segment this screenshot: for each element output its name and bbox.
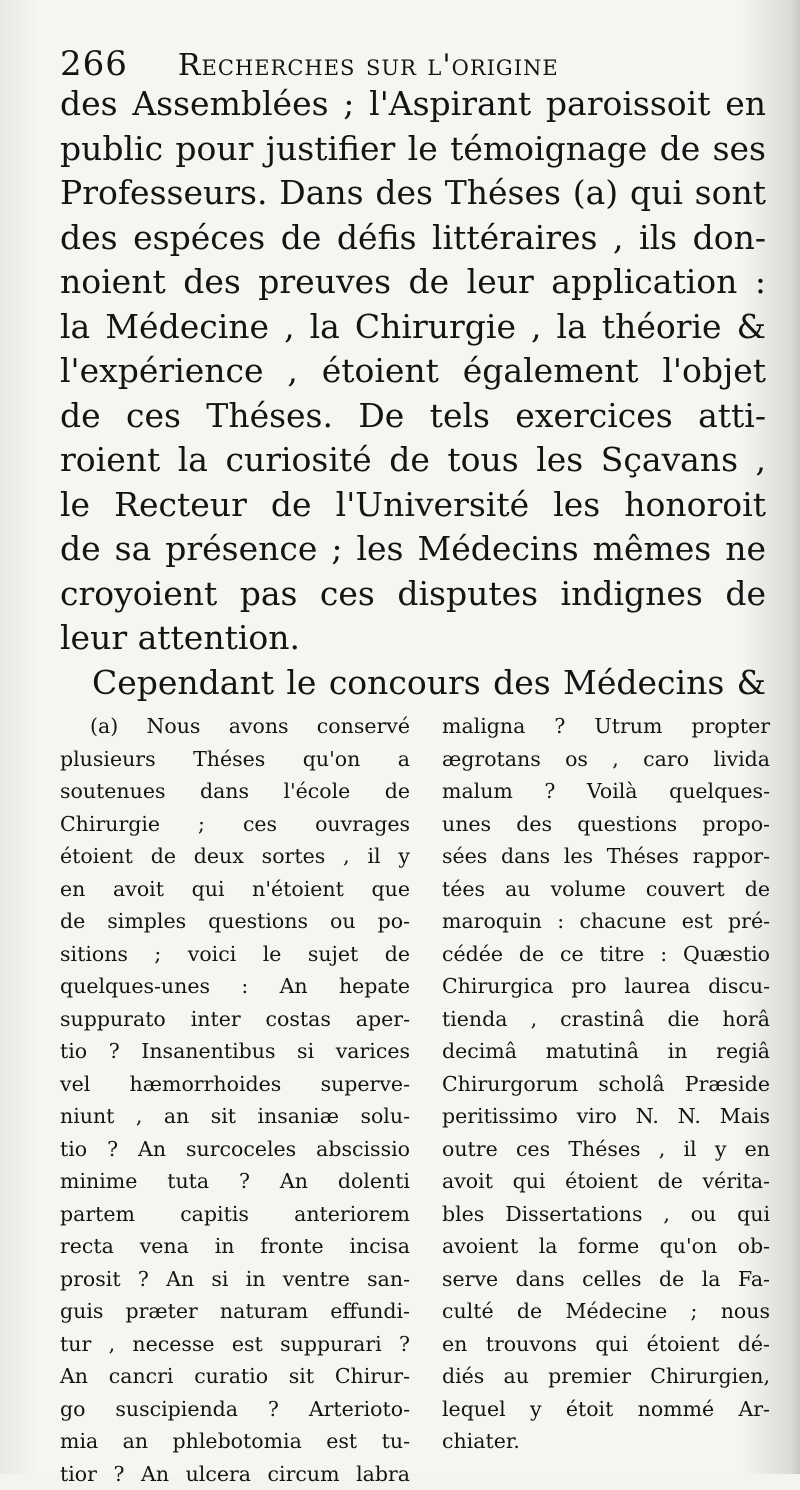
footnote-line: tées au volume couvert de [442,873,770,906]
footnote-line: tienda , crastinâ die horâ [442,1003,770,1036]
main-text-line: l'expérience , étoient également l'objet [60,349,766,394]
main-text-line: des espéces de défis littéraires , ils don- [60,216,766,261]
footnote-line: vel hæmorrhoides superve- [60,1068,410,1101]
footnote-line: plusieurs Théses qu'on a [60,743,410,776]
footnote-line: peritissimo viro N. N. Mais [442,1100,770,1133]
main-text-line: de sa présence ; les Médecins mêmes ne [60,527,766,572]
footnote-line: sées dans les Théses rappor- [442,840,770,873]
footnote-line: partem capitis anteriorem [60,1198,410,1231]
footnote-line: outre ces Théses , il y en [442,1133,770,1166]
footnote-line: tior ? An ulcera circum labra [60,1458,410,1490]
footnote-line: minime tuta ? An dolenti [60,1165,410,1198]
footnote-line: serve dans celles de la Fa- [442,1263,770,1296]
main-text-line: le Recteur de l'Université les honoroit [60,483,766,528]
main-text-line: public pour justifier le témoignage de ses [60,127,766,172]
main-text-line: de ces Théses. De tels exercices atti- [60,394,766,439]
footnote-line: lequel y étoit nommé Ar- [442,1393,770,1426]
main-text-line: Cependant le concours des Médecins & [60,661,766,706]
main-text-line: croyoient pas ces disputes indignes de [60,572,766,617]
footnote-line: ægrotans os , caro livida [442,743,770,776]
footnote-line: maligna ? Utrum propter [442,710,770,743]
main-text-line: des Assemblées ; l'Aspirant paroissoit en [60,82,766,127]
footnote-line: Chirurgica pro laurea discu- [442,970,770,1003]
footnote-line: An cancri curatio sit Chirur- [60,1360,410,1393]
footnote-line: maroquin : chacune est pré- [442,905,770,938]
footnote-line: go suscipienda ? Arterioto- [60,1393,410,1426]
main-text-line: roient la curiosité de tous les Sçavans , [60,438,766,483]
footnote-line: en trouvons qui étoient dé- [442,1328,770,1361]
footnote-line: tio ? Insanentibus si varices [60,1035,410,1068]
footnote-line: diés au premier Chirurgien, [442,1360,770,1393]
footnote-line: prosit ? An si in ventre san- [60,1263,410,1296]
footnote-line: mia an phlebotomia est tu- [60,1425,410,1458]
main-text [60,82,766,705]
footnote-line: sitions ; voici le sujet de [60,938,410,971]
footnote-line: niunt , an sit insaniæ solu- [60,1100,410,1133]
footnote [60,710,770,1430]
footnote-line: Chirurgorum scholâ Præside [442,1068,770,1101]
main-text-line: noient des preuves de leur application : [60,260,766,305]
footnote-line: (a) Nous avons conservé [60,710,410,743]
main-text-line: leur attention. [60,616,766,661]
footnote-line: malum ? Voilà quelques- [442,775,770,808]
main-text-line: la Médecine , la Chirurgie , la théorie & [60,305,766,350]
footnote-line: chiater. [442,1425,770,1458]
footnote-line: culté de Médecine ; nous [442,1295,770,1328]
footnote-line: tur , necesse est suppurari ? [60,1328,410,1361]
footnote-left-column [60,710,410,1430]
footnote-line: quelques-unes : An hepate [60,970,410,1003]
footnote-line: unes des questions propo- [442,808,770,841]
footnote-line: decimâ matutinâ in regiâ [442,1035,770,1068]
footnote-line: en avoit qui n'étoient que [60,873,410,906]
page-number: 266 [60,44,128,84]
main-text-line: Professeurs. Dans des Théses (a) qui sont [60,171,766,216]
footnote-line: Chirurgie ; ces ouvrages [60,808,410,841]
footnote-line: étoient de deux sortes , il y [60,840,410,873]
running-head: Recherches sur l'origine [178,48,559,83]
footnote-line: avoit qui étoient de vérita- [442,1165,770,1198]
footnote-line: bles Dissertations , ou qui [442,1198,770,1231]
footnote-right-column [442,710,770,1430]
footnote-line: suppurato inter costas aper- [60,1003,410,1036]
footnote-line: tio ? An surcoceles abscissio [60,1133,410,1166]
footnote-line: recta vena in fronte incisa [60,1230,410,1263]
footnote-line: guis præter naturam effundi- [60,1295,410,1328]
footnote-line: de simples questions ou po- [60,905,410,938]
footnote-line: avoient la forme qu'on ob- [442,1230,770,1263]
footnote-line: soutenues dans l'école de [60,775,410,808]
footnote-line: cédée de ce titre : Quæstio [442,938,770,971]
